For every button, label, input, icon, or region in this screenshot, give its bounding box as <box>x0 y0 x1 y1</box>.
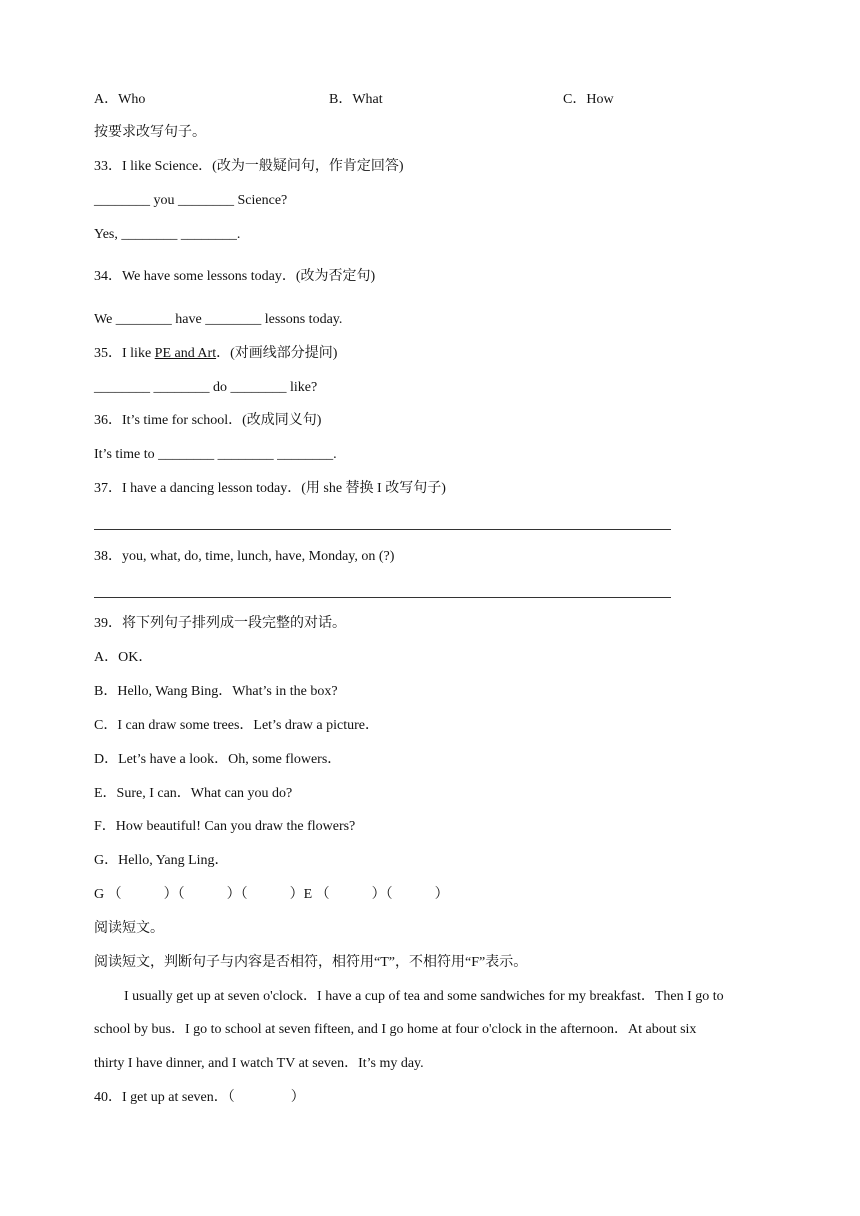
option-b: B．What <box>329 92 383 107</box>
answer-37-rule <box>94 529 671 530</box>
dialogue-item-f: F．How beautiful! Can you draw the flowers? <box>94 819 356 834</box>
dialogue-item-g: G．Hello, Yang Ling． <box>94 853 229 868</box>
option-c: C．How <box>563 92 614 107</box>
dialogue-item-c: C．I can draw some trees．Let’s draw a picture． <box>94 718 379 733</box>
answer-33-line2: Yes, ________ ________. <box>94 227 241 242</box>
question-35 <box>94 345 337 363</box>
answer-36-line1: It’s time to ________ ________ ________. <box>94 447 337 462</box>
passage-line-2: school by bus．I go to school at seven fifteen, and I go home at four o'clock in the afternoon．At about six <box>94 1022 697 1037</box>
answer-34-line1: We ________ have ________ lessons today. <box>94 312 343 327</box>
answer-35-line1: ________ ________ do ________ like? <box>94 380 318 395</box>
answer-33-line1: ________ you ________ Science? <box>94 193 288 208</box>
question-40: 40．I get up at seven．（ ） <box>94 1090 305 1105</box>
dialogue-item-a: A．OK． <box>94 650 153 665</box>
question-38: 38．you, what, do, time, lunch, have, Monday, on (?) <box>94 549 395 564</box>
dialogue-item-d: D．Let’s have a look．Oh, some flowers． <box>94 752 342 767</box>
dialogue-item-e: E．Sure, I can．What can you do? <box>94 786 293 801</box>
question-33: 33．I like Science．(改为一般疑问句，作肯定回答) <box>94 159 404 174</box>
question-35-post: ．(对画线部分提问) <box>216 346 338 361</box>
section-heading-reading: 阅读短文。 <box>94 921 164 936</box>
passage-line-1: I usually get up at seven o'clock．I have a cup of tea and some sandwiches for my breakfast．Then I go to <box>124 989 724 1004</box>
question-34: 34．We have some lessons today．(改为否定句) <box>94 269 376 284</box>
question-35-underlined: PE and Art <box>154 346 217 361</box>
question-37: 37．I have a dancing lesson today．(用 she 替换 I 改写句子) <box>94 481 446 496</box>
section-heading-rewrite: 按要求改写句子。 <box>94 125 206 140</box>
question-36: 36．It’s time for school．(改成同义句) <box>94 413 322 428</box>
answer-38-rule <box>94 597 671 598</box>
dialogue-item-b: B．Hello, Wang Bing．What’s in the box? <box>94 684 338 699</box>
question-35-pre: 35．I like <box>94 346 155 361</box>
reading-instruction: 阅读短文，判断句子与内容是否相符，相符用“T”，不相符用“F”表示。 <box>94 955 528 970</box>
passage-line-3: thirty I have dinner, and I watch TV at seven．It’s my day. <box>94 1056 424 1071</box>
question-39: 39．将下列句子排列成一段完整的对话。 <box>94 616 346 631</box>
option-a: A．Who <box>94 92 146 107</box>
dialogue-order-answer: G （ ）（ ）（ ）E （ ）（ ） <box>94 887 449 902</box>
